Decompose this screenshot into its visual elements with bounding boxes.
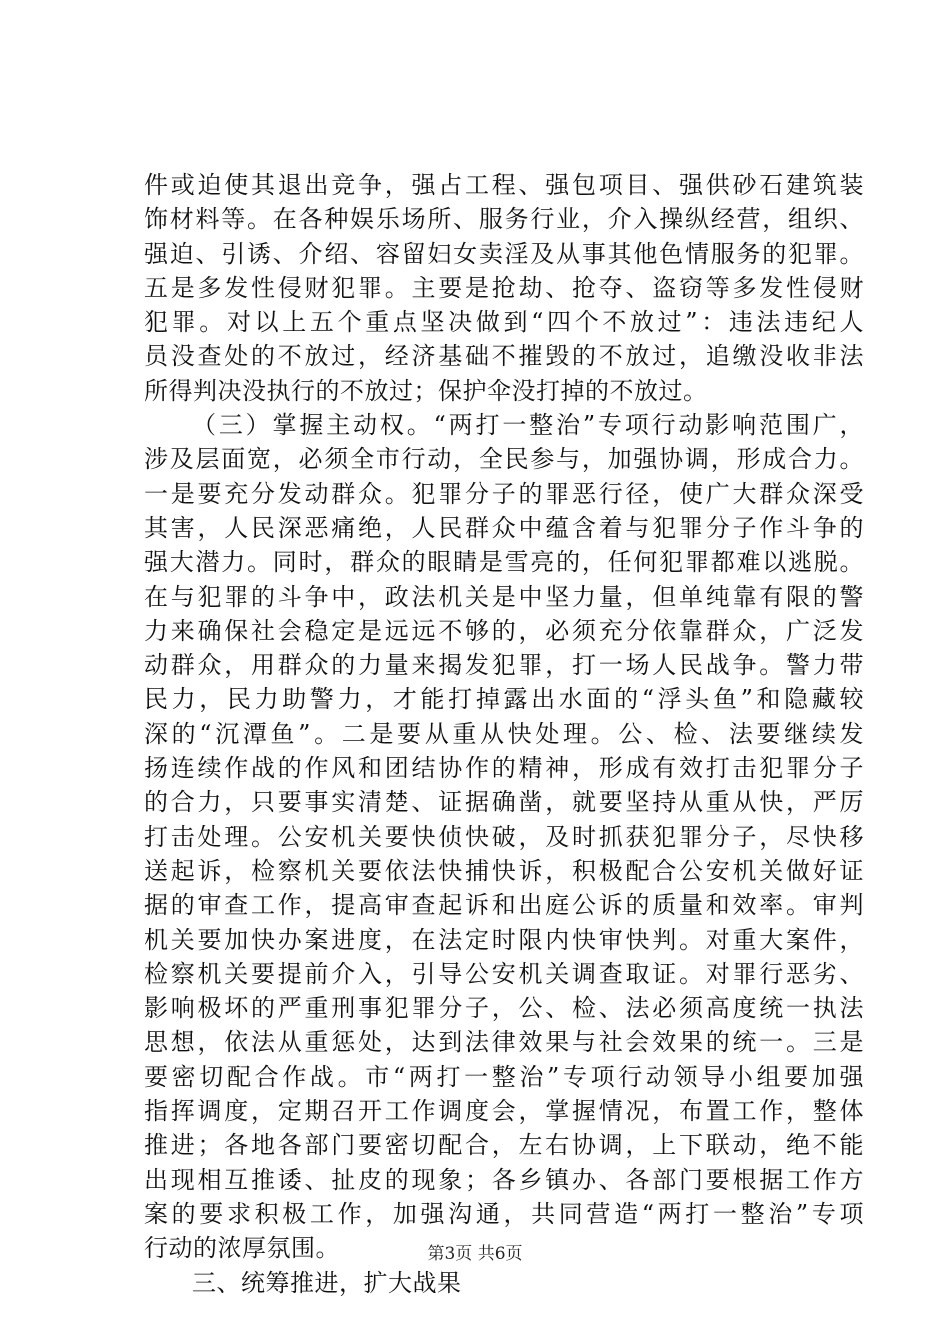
text-line: 五是多发性侵财犯罪。主要是抢劫、抢夺、盗窃等多发性侵财 (144, 273, 864, 302)
text-line: 推进；各地各部门要密切配合，左右协调，上下联动，绝不能 (144, 1131, 864, 1160)
text-line: 民力，民力助警力，才能打掉露出水面的“浮头鱼”和隐藏较 (144, 685, 864, 714)
text-line: 的合力，只要事实清楚、证据确凿，就要坚持从重从快，严厉 (144, 788, 864, 817)
text-line: 饰材料等。在各种娱乐场所、服务行业，介入操纵经营，组织、 (144, 205, 864, 234)
text-line: 出现相互推诿、扯皮的现象；各乡镇办、各部门要根据工作方 (144, 1165, 864, 1194)
text-line: 扬连续作战的作风和团结协作的精神，形成有效打击犯罪分子 (144, 754, 864, 783)
text-line: 案的要求积极工作，加强沟通，共同营造“两打一整治”专项 (144, 1199, 864, 1228)
text-line: 员没查处的不放过，经济基础不摧毁的不放过，追缴没收非法 (144, 342, 864, 371)
text-line: 动群众，用群众的力量来揭发犯罪，打一场人民战争。警力带 (144, 651, 864, 680)
text-line: 指挥调度，定期召开工作调度会，掌握情况，布置工作，整体 (144, 1097, 864, 1126)
text-line: 行动的浓厚氛围。 (144, 1234, 340, 1263)
text-line: 据的审查工作，提高审查起诉和出庭公诉的质量和效率。审判 (144, 891, 864, 920)
text-line: 一是要充分发动群众。犯罪分子的罪恶行径，使广大群众深受 (144, 479, 864, 508)
text-line: 力来确保社会稳定是远远不够的，必须充分依靠群众，广泛发 (144, 616, 864, 645)
text-line: 三、统筹推进，扩大战果 (192, 1268, 462, 1297)
text-line: 在与犯罪的斗争中，政法机关是中坚力量，但单纯靠有限的警 (144, 582, 864, 611)
text-line: 件或迫使其退出竞争，强占工程、强包项目、强供砂石建筑装 (144, 171, 864, 199)
page-number-footer: 第3页 共6页 (427, 1244, 523, 1264)
text-line: （三）掌握主动权。“两打一整治”专项行动影响范围广， (192, 411, 864, 440)
text-line: 思想，依法从重惩处，达到法律效果与社会效果的统一。三是 (144, 1028, 864, 1057)
text-line: 要密切配合作战。市“两打一整治”专项行动领导小组要加强 (144, 1062, 864, 1091)
text-line: 送起诉，检察机关要依法快捕快诉，积极配合公安机关做好证 (144, 856, 864, 885)
text-line: 犯罪。对以上五个重点坚决做到“四个不放过”：违法违纪人 (144, 308, 864, 337)
text-line: 其害，人民深恶痛绝，人民群众中蕴含着与犯罪分子作斗争的 (144, 513, 864, 542)
text-line: 涉及层面宽，必须全市行动，全民参与，加强协调，形成合力。 (144, 445, 864, 474)
text-line: 机关要加快办案进度，在法定时限内快审快判。对重大案件， (144, 925, 864, 954)
text-line: 检察机关要提前介入，引导公安机关调查取证。对罪行恶劣、 (144, 959, 864, 988)
text-line: 所得判决没执行的不放过；保护伞没打掉的不放过。 (144, 376, 708, 405)
text-line: 深的“沉潭鱼”。二是要从重从快处理。公、检、法要继续发 (144, 719, 864, 748)
text-line: 强大潜力。同时，群众的眼睛是雪亮的，任何犯罪都难以逃脱。 (144, 548, 864, 577)
text-line: 打击处理。公安机关要快侦快破，及时抓获犯罪分子，尽快移 (144, 822, 864, 851)
text-line: 影响极坏的严重刑事犯罪分子，公、检、法必须高度统一执法 (144, 994, 864, 1023)
text-line: 强迫、引诱、介绍、容留妇女卖淫及从事其他色情服务的犯罪。 (144, 239, 864, 268)
document-body (144, 168, 864, 1300)
